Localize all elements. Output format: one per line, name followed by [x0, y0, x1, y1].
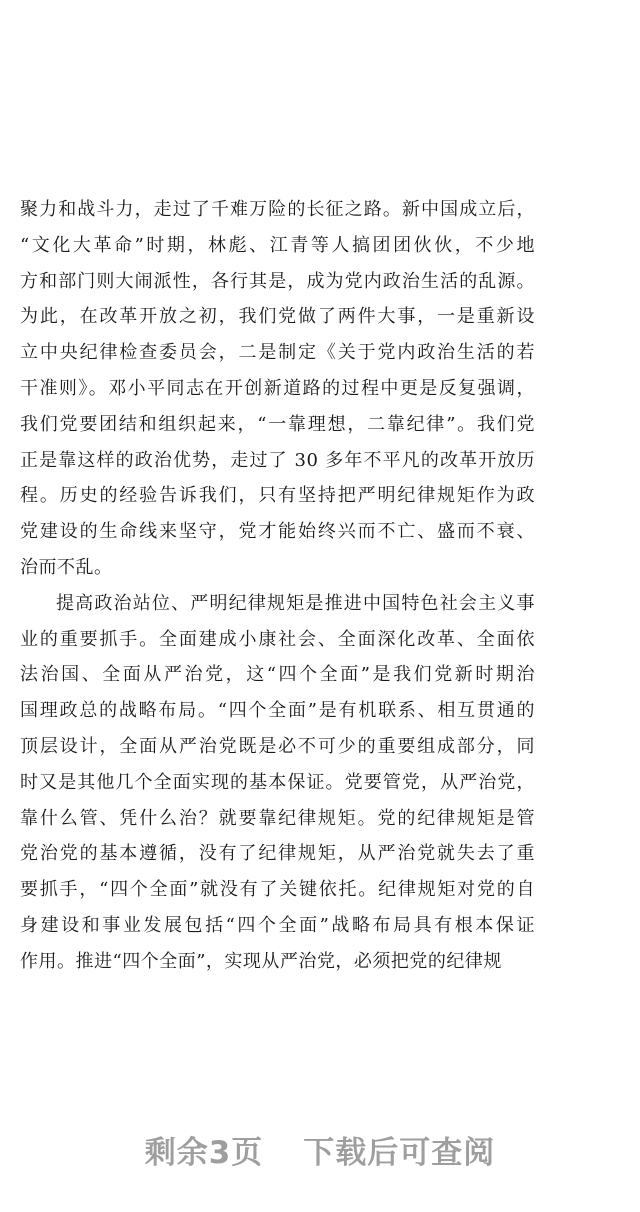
text-line: “文化大革命”时期，林彪、江青等人搞团团伙伙，不少地: [20, 234, 535, 256]
text-line: 立中央纪律检查委员会，二是制定《关于党内政治生活的若: [20, 342, 535, 364]
text-line: 正是靠这样的政治优势，走过了 30 多年不平凡的改革开放历: [20, 449, 535, 471]
download-banner[interactable]: [0, 1124, 640, 1174]
text-line: 治而不乱。: [20, 556, 113, 578]
paragraph-1: [20, 192, 535, 586]
text-line: 要抓手，“四个全面”就没有了关键依托。纪律规矩对党的自: [20, 879, 535, 901]
text-line: 我们党要团结和组织起来，“一靠理想，二靠纪律”。我们党: [20, 413, 535, 435]
text-line: 提高政治站位、严明纪律规矩是推进中国特色社会主义事: [56, 592, 535, 614]
text-line: 党建设的生命线来坚守，党才能始终兴而不亡、盛而不衰、: [20, 521, 535, 543]
text-line: 身建设和事业发展包括“四个全面”战略布局具有根本保证: [20, 914, 535, 936]
text-line: 顶层设计，全面从严治党既是必不可少的重要组成部分，同: [20, 735, 535, 757]
text-line: 干准则》。邓小平同志在开创新道路的过程中更是反复强调，: [20, 377, 535, 399]
text-line: 靠什么管、凭什么治？就要靠纪律规矩。党的纪律规矩是管: [20, 807, 535, 829]
download-prompt-label[interactable]: 下载后可查阅: [303, 1134, 496, 1171]
text-line: 时又是其他几个全面实现的基本保证。党要管党，从严治党，: [20, 771, 535, 793]
text-line: 为此，在改革开放之初，我们党做了两件大事，一是重新设: [20, 306, 535, 328]
text-line: 业的重要抓手。全面建成小康社会、全面深化改革、全面依: [20, 628, 535, 650]
paragraph-2: [20, 586, 535, 980]
text-line: 法治国、全面从严治党，这“四个全面”是我们党新时期治: [20, 664, 535, 686]
text-line: 党治党的基本遵循，没有了纪律规矩，从严治党就失去了重: [20, 843, 535, 865]
text-line: 国理政总的战略布局。“四个全面”是有机联系、相互贯通的: [20, 700, 535, 722]
remaining-pages-label[interactable]: 剩余3页: [144, 1134, 264, 1171]
text-line: 作用。推进“四个全面”，实现从严治党，必须把党的纪律规: [20, 950, 502, 972]
text-line: 程。历史的经验告诉我们，只有坚持把严明纪律规矩作为政: [20, 485, 535, 507]
text-line: 聚力和战斗力，走过了千难万险的长征之路。新中国成立后，: [20, 199, 535, 220]
text-line: 方和部门则大闹派性，各行其是，成为党内政治生活的乱源。: [20, 270, 535, 292]
document-body: [20, 192, 535, 980]
